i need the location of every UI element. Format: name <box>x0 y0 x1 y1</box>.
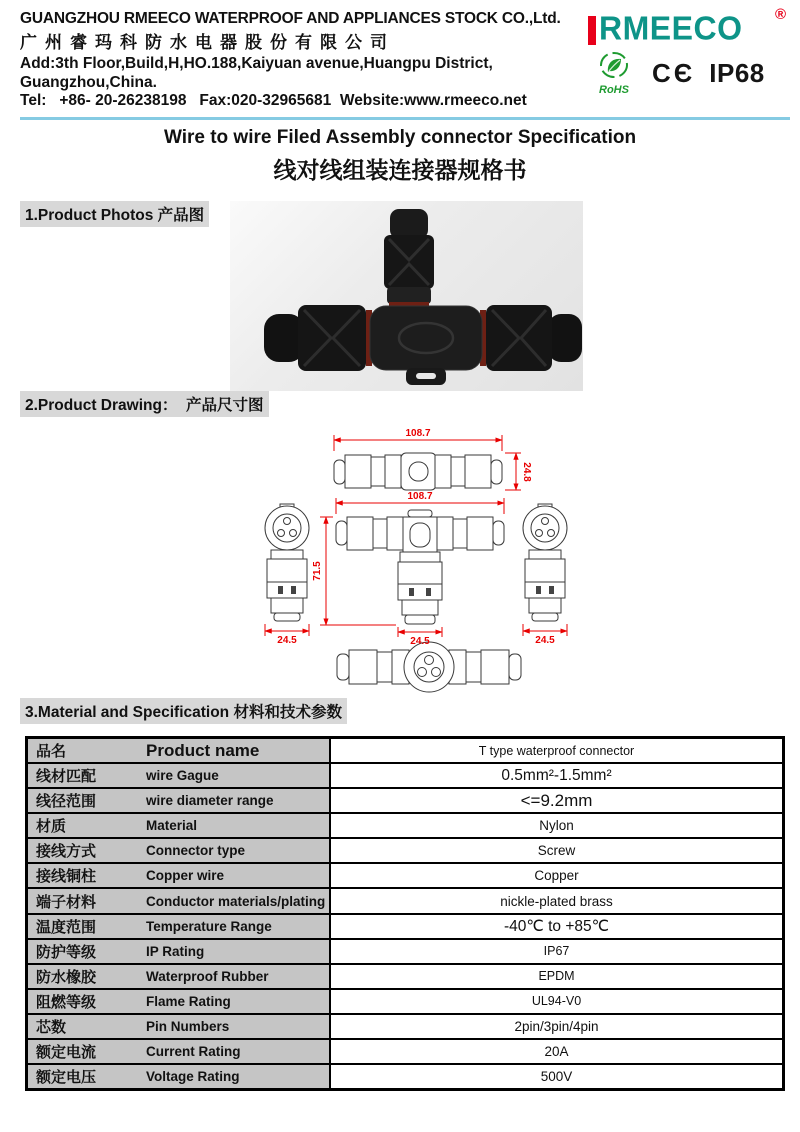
row-label-cn: 温度范围 <box>36 918 97 936</box>
brand-logo-block <box>588 6 788 96</box>
drawing-bottom-view <box>337 642 521 692</box>
table-row <box>28 1038 782 1063</box>
table-row <box>28 913 782 938</box>
photo-mount-tab <box>406 368 446 385</box>
row-label-cn: 额定电压 <box>36 1069 97 1087</box>
section-title-spec: 3.Material and Specification 材料和技术参数 <box>20 698 347 724</box>
table-row <box>28 963 782 988</box>
dimension-drawing <box>0 420 800 698</box>
row-value: 500V <box>540 1069 573 1085</box>
company-name-en: GUANGZHOU RMEECO WATERPROOF AND APPLIANCES STOCK CO.,Ltd. <box>20 10 561 27</box>
row-label-cn: 端子材料 <box>36 893 97 911</box>
dim-top-length: 108.7 <box>405 428 431 439</box>
row-label-cn: 接线方式 <box>36 843 97 861</box>
row-value: nickle-plated brass <box>500 893 613 909</box>
header-divider-line <box>20 117 790 120</box>
table-row <box>28 1013 782 1038</box>
t-connector-photo <box>230 201 583 391</box>
table-row <box>28 887 782 912</box>
row-label-cn: 线径范围 <box>36 793 97 811</box>
section-title-drawing: 2.Product Drawing： 产品尺寸图 <box>20 391 269 417</box>
rohs-label: RoHS <box>599 84 629 96</box>
row-value: Copper <box>534 868 579 884</box>
contact-line: Tel: +86- 20-26238198 Fax:020-32965681 Website:www.rmeeco.net <box>20 92 527 109</box>
row-value: -40℃ to +85℃ <box>503 917 610 935</box>
row-label-en: Conductor materials/plating <box>146 893 326 909</box>
row-value: Screw <box>537 843 576 859</box>
table-row <box>28 762 782 787</box>
row-value: 2pin/3pin/4pin <box>514 1018 599 1034</box>
row-label-cn: 阻燃等级 <box>36 993 97 1011</box>
row-label-cn: 额定电流 <box>36 1043 97 1061</box>
row-value: 0.5mm²-1.5mm² <box>501 766 612 784</box>
ce-mark: CЄ <box>652 58 696 88</box>
row-value: 20A <box>544 1043 569 1059</box>
table-row <box>28 837 782 862</box>
row-value: <=9.2mm <box>520 790 593 810</box>
row-value: T type waterproof connector <box>478 743 635 758</box>
row-label-cn: 芯数 <box>36 1018 67 1036</box>
address-line-2: Guangzhou,China. <box>20 73 157 91</box>
dim-left-width: 24.5 <box>277 635 297 646</box>
table-row <box>28 787 782 812</box>
product-drawing <box>0 420 800 698</box>
ip68-badge: IP68 <box>709 58 765 88</box>
doc-title-en: Wire to wire Filed Assembly connector Specification <box>163 127 637 148</box>
row-label-en: Temperature Range <box>146 918 272 934</box>
drawing-top-view <box>334 453 502 490</box>
table-row <box>28 938 782 963</box>
doc-title-cn: 线对线组装连接器规格书 <box>273 157 527 183</box>
section-title-photos: 1.Product Photos 产品图 <box>20 201 209 227</box>
row-label-en: Pin Numbers <box>146 1018 230 1034</box>
spec-table <box>25 736 785 1091</box>
row-label-en: Waterproof Rubber <box>146 968 269 984</box>
row-label-en: Connector type <box>146 843 246 859</box>
row-label-en: wire diameter range <box>146 793 274 809</box>
row-label-cn: 防水橡胶 <box>36 968 97 986</box>
row-label-en: Flame Rating <box>146 993 231 1009</box>
row-label-en: Product name <box>146 740 260 760</box>
row-label-en: Copper wire <box>146 868 225 884</box>
rohs-leaf-icon <box>595 51 633 83</box>
logo-wordmark: RMEECO <box>599 9 743 47</box>
table-row <box>28 1063 782 1088</box>
company-name-cn: 广州睿玛科防水电器股份有限公司 <box>20 33 395 52</box>
drawing-side-view-left <box>265 504 309 621</box>
row-value: Nylon <box>539 818 574 834</box>
photo-vertical-arm <box>384 209 434 307</box>
dim-center-width: 24.5 <box>410 636 430 647</box>
photo-horizontal-body <box>264 305 582 371</box>
brand-logo <box>588 6 788 47</box>
row-label-cn: 品名 <box>36 743 67 761</box>
table-row <box>28 862 782 887</box>
row-value: UL94-V0 <box>531 994 582 1009</box>
row-label-cn: 接线铜柱 <box>36 868 97 886</box>
dim-mid-length: 108.7 <box>407 491 433 502</box>
company-header <box>20 8 585 111</box>
row-value: IP67 <box>543 944 570 959</box>
row-value: EPDM <box>538 969 575 984</box>
row-label-cn: 线材匹配 <box>36 768 97 786</box>
table-row <box>28 812 782 837</box>
registered-trademark-icon: ® <box>774 6 786 23</box>
row-label-en: wire Gague <box>146 768 219 784</box>
product-photo <box>230 201 583 391</box>
row-label-en: Voltage Rating <box>146 1069 240 1085</box>
address-line-1: Add:3th Floor,Build,H,HO.188,Kaiyuan avenue,Huangpu District, <box>20 55 493 72</box>
row-label-en: Material <box>146 818 198 834</box>
dim-top-height: 24.8 <box>521 462 532 482</box>
table-row <box>28 739 782 762</box>
logo-red-bar-icon <box>588 16 596 45</box>
row-label-en: Current Rating <box>146 1043 241 1059</box>
rohs-icon <box>588 51 640 96</box>
row-label-cn: 材质 <box>36 818 67 836</box>
table-row <box>28 988 782 1013</box>
drawing-front-view <box>336 510 504 624</box>
row-label-cn: 防护等级 <box>36 943 97 961</box>
drawing-side-view-right <box>523 504 567 621</box>
certification-marks <box>588 51 788 96</box>
dim-right-width: 24.5 <box>535 635 555 646</box>
dim-mid-height: 71.5 <box>312 561 323 581</box>
row-label-en: IP Rating <box>146 943 205 959</box>
